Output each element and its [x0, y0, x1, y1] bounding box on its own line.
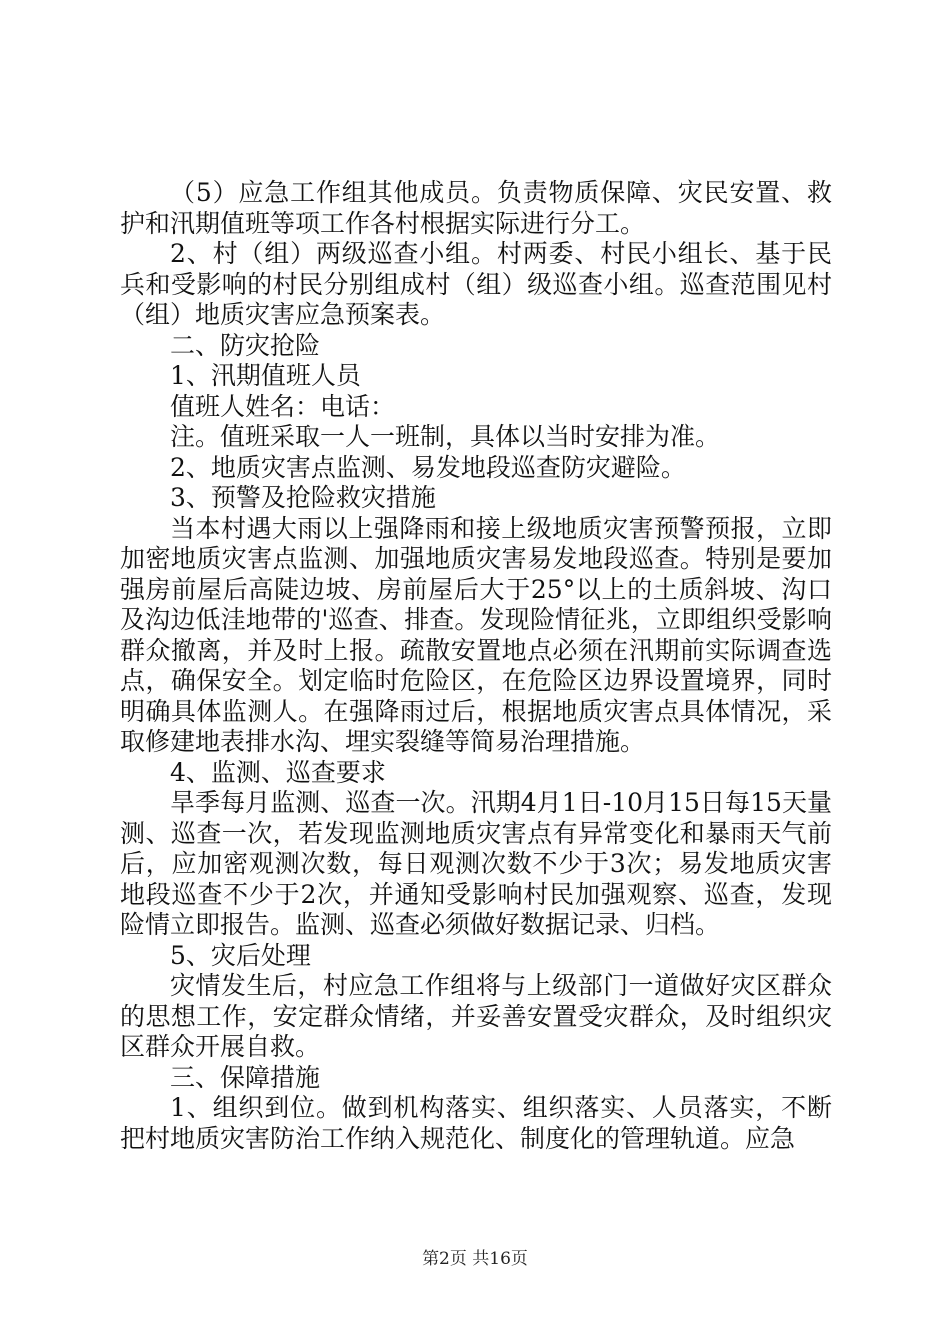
subheading-patrol-requirements: 4、监测、巡查要求: [170, 757, 386, 787]
page-number: 第2页 共16页: [422, 1249, 528, 1269]
paragraph-duty-contact: 值班人姓名：电话：: [170, 391, 396, 421]
paragraph-post-disaster: 灾情发生后，村应急工作组将与上级部门一道做好灾区群众的思想工作，安定群众情绪，并妥善安置受灾群众，及时组织灾区群众开展自救。: [120, 971, 832, 1061]
paragraph-patrol-requirements: 旱季每月监测、巡查一次。汛期4月1日-10月15日每15天量测、巡查一次，若发现监测地质灾害点有异常变化和暴雨天气前后，应加密观测次数，每日观测次数不少于3次；易发地质灾害地段巡查不少于2次，并通知受影响村民加强观察、巡查，发现险情立即报告。监测、巡查必须做好数据记录、归档。: [120, 788, 832, 939]
subheading-monitoring-avoidance: 2、地质灾害点监测、易发地段巡查防灾避险。: [170, 452, 686, 482]
subheading-duty-staff: 1、汛期值班人员: [170, 361, 361, 390]
heading-safeguards: 三、保障措施: [170, 1062, 321, 1092]
paragraph-emergency-members: （5）应急工作组其他成员。负责物质保障、灾民安置、救护和汛期值班等项工作各村根据实际进行分工。: [120, 178, 832, 238]
heading-disaster-rescue: 二、防灾抢险: [170, 330, 321, 360]
paragraph-patrol-groups: 2、村（组）两级巡查小组。村两委、村民小组长、基于民兵和受影响的村民分别组成村（组）级巡查小组。巡查范围见村（组）地质灾害应急预案表。: [120, 239, 832, 329]
paragraph-warning-measures: 当本村遇大雨以上强降雨和接上级地质灾害预警预报，立即加密地质灾害点监测、加强地质灾害易发地段巡查。特别是要加强房前屋后高陡边坡、房前屋后大于25°以上的土质斜坡、沟口及沟边低洼地带的'巡查、排查。发现险情征兆，立即组织受影响群众撤离，并及时上报。疏散安置地点必须在汛期前实际调查选点，确保安全。划定临时危险区，在危险区边界设置境界，同时明确具体监测人。在强降雨过后，根据地质灾害点具体情况，采取修建地表排水沟、埋实裂缝等简易治理措施。: [120, 513, 832, 756]
document-body: [120, 178, 832, 1154]
paragraph-organization: 1、组织到位。做到机构落实、组织落实、人员落实，不断把村地质灾害防治工作纳入规范化、制度化的管理轨道。应急: [120, 1093, 832, 1153]
subheading-warning-measures: 3、预警及抢险救灾措施: [170, 483, 436, 512]
subheading-post-disaster: 5、灾后处理: [170, 940, 311, 970]
paragraph-duty-note: 注。值班采取一人一班制，具体以当时安排为准。: [170, 422, 721, 451]
